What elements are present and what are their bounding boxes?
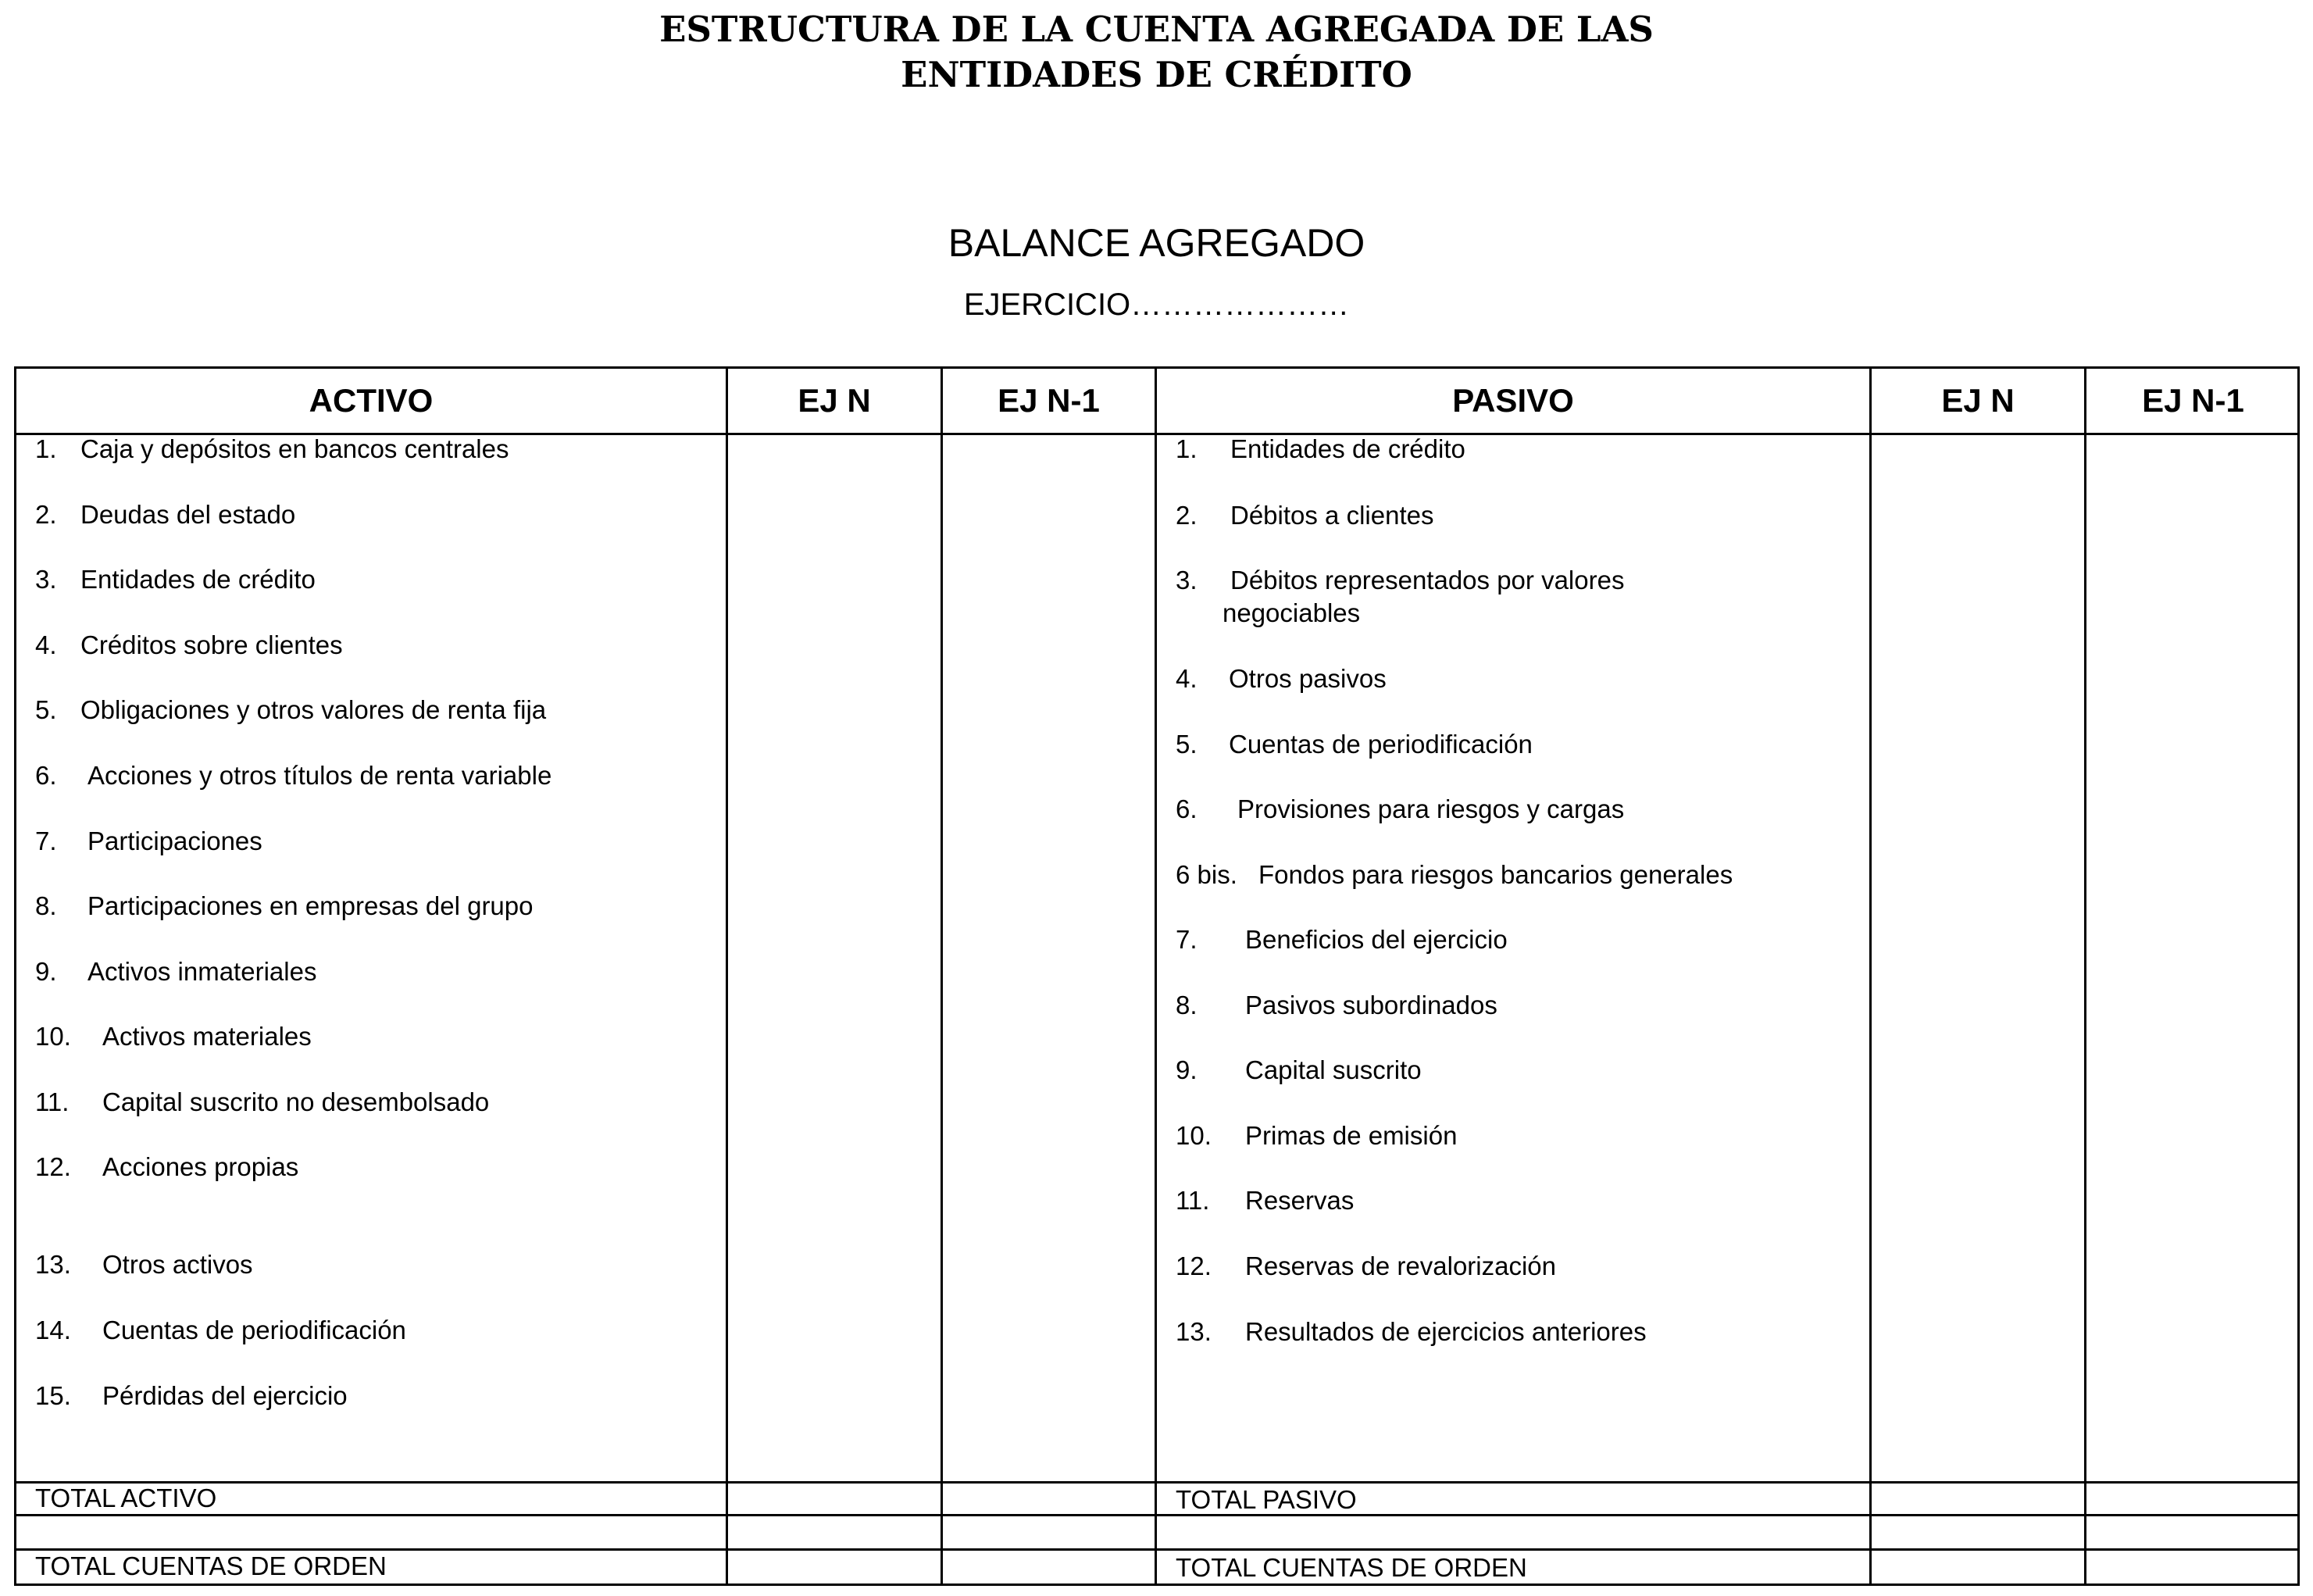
item-number: 5. [1176, 730, 1198, 759]
list-item [1176, 1119, 1457, 1152]
list-item [35, 1380, 348, 1412]
item-label: Acciones propias [102, 1152, 299, 1181]
list-item [35, 1314, 406, 1347]
item-number: 1. [35, 434, 57, 463]
list-item [35, 825, 262, 858]
item-number: 9. [1176, 1055, 1198, 1084]
item-number: 4. [1176, 664, 1198, 693]
item-number: 13. [1176, 1317, 1212, 1346]
list-item [1176, 1054, 1422, 1087]
item-label: Capital suscrito no desembolsado [102, 1087, 490, 1116]
list-item [1176, 1250, 1556, 1283]
item-number: 15. [35, 1381, 71, 1410]
item-label: Caja y depósitos en bancos centrales [80, 434, 509, 463]
item-number: 8. [1176, 991, 1198, 1019]
item-number: 12. [35, 1152, 71, 1181]
list-item [35, 433, 509, 466]
item-label-continuation: negociables [1223, 598, 1361, 627]
item-number: 11. [35, 1087, 70, 1116]
total-cuentas-orden-left-label: TOTAL CUENTAS DE ORDEN [35, 1551, 387, 1580]
list-item [1176, 1184, 1354, 1217]
total-pasivo-label: TOTAL PASIVO [1176, 1485, 1357, 1514]
list-item [35, 759, 551, 792]
item-number: 6. [1176, 794, 1198, 823]
item-number: 1. [1176, 434, 1198, 463]
pasivo-ej-n1-header: EJ N-1 [2142, 382, 2244, 419]
item-label: Reservas [1245, 1186, 1355, 1215]
item-label: Pérdidas del ejercicio [102, 1381, 348, 1410]
item-number: 2. [35, 500, 57, 529]
item-label: Entidades de crédito [80, 565, 316, 594]
item-label: Créditos sobre clientes [80, 630, 343, 659]
item-label: Fondos para riesgos bancarios generales [1258, 860, 1733, 889]
column-divider [1155, 369, 1157, 1584]
item-label: Deudas del estado [80, 500, 296, 529]
total-cuentas-orden-right-label: TOTAL CUENTAS DE ORDEN [1176, 1553, 1527, 1582]
item-number: 13. [35, 1250, 71, 1279]
item-label: Obligaciones y otros valores de renta fija [80, 695, 547, 724]
list-item [1176, 564, 1624, 630]
item-label: Capital suscrito [1245, 1055, 1422, 1084]
item-label: Primas de emisión [1245, 1121, 1458, 1150]
item-number: 11. [1176, 1186, 1210, 1215]
list-item [35, 498, 295, 531]
list-item [1176, 728, 1533, 761]
list-item [1176, 923, 1508, 956]
totals-divider [16, 1481, 2297, 1484]
item-label: Reservas de revalorización [1245, 1251, 1557, 1280]
item-number: 6. [35, 761, 57, 790]
item-label: Otros activos [102, 1250, 253, 1279]
item-number: 8. [35, 891, 57, 920]
item-label: Entidades de crédito [1230, 434, 1465, 463]
item-label: Resultados de ejercicios anteriores [1245, 1317, 1647, 1346]
list-item [1176, 793, 1624, 826]
item-number: 6 bis. [1176, 860, 1237, 889]
list-item [1176, 662, 1387, 695]
activo-ej-n-header: EJ N [798, 382, 871, 419]
document-title-line-1: ESTRUCTURA DE LA CUENTA AGREGADA DE LAS [659, 9, 1654, 50]
row-divider [16, 1514, 2297, 1516]
item-label: Débitos a clientes [1230, 501, 1434, 530]
item-number: 3. [1176, 566, 1198, 594]
item-number: 3. [35, 565, 57, 594]
item-number: 7. [35, 827, 57, 855]
activo-ej-n1-header: EJ N-1 [998, 382, 1100, 419]
item-label: Acciones y otros títulos de renta variable [87, 761, 552, 790]
item-number: 14. [35, 1316, 71, 1344]
list-item [35, 1086, 489, 1119]
activo-header: ACTIVO [309, 382, 434, 419]
list-item [1176, 859, 1733, 891]
item-label: Activos materiales [102, 1022, 312, 1051]
list-item [35, 629, 343, 662]
item-label: Otros pasivos [1229, 664, 1387, 693]
column-divider [726, 369, 728, 1584]
list-item [1176, 1316, 1647, 1348]
list-item [1176, 499, 1433, 532]
list-item [35, 890, 534, 923]
column-divider [2084, 369, 2086, 1584]
item-label: Participaciones [87, 827, 262, 855]
year-label: EJERCICIO………………… [963, 287, 1350, 322]
item-label: Provisiones para riesgos y cargas [1237, 794, 1625, 823]
column-divider [941, 369, 943, 1584]
pasivo-ej-n-header: EJ N [1941, 382, 2015, 419]
item-number: 5. [35, 695, 57, 724]
item-label: Participaciones en empresas del grupo [87, 891, 534, 920]
list-item [35, 563, 316, 596]
list-item [35, 955, 316, 988]
item-label: Beneficios del ejercicio [1245, 925, 1508, 954]
item-number: 10. [35, 1022, 71, 1051]
item-label: Débitos representados por valores [1230, 566, 1625, 594]
list-item [1176, 989, 1497, 1022]
item-number: 12. [1176, 1251, 1212, 1280]
list-item [35, 1151, 298, 1184]
list-item [35, 1248, 253, 1281]
item-label: Pasivos subordinados [1245, 991, 1497, 1019]
column-divider [1869, 369, 1872, 1584]
document-title-line-2: ENTIDADES DE CRÉDITO [901, 54, 1412, 95]
balance-table [14, 366, 2300, 1586]
pasivo-header: PASIVO [1452, 382, 1574, 419]
item-number: 9. [35, 957, 57, 986]
item-number: 10. [1176, 1121, 1212, 1150]
item-number: 2. [1176, 501, 1198, 530]
item-number: 4. [35, 630, 57, 659]
item-number: 7. [1176, 925, 1198, 954]
item-label: Activos inmateriales [87, 957, 317, 986]
item-label: Cuentas de periodificación [102, 1316, 406, 1344]
list-item [35, 1020, 312, 1053]
list-item [1176, 433, 1465, 466]
total-activo-label: TOTAL ACTIVO [35, 1484, 217, 1512]
item-label: Cuentas de periodificación [1229, 730, 1533, 759]
balance-heading: BALANCE AGREGADO [948, 221, 1365, 265]
list-item [35, 694, 546, 727]
